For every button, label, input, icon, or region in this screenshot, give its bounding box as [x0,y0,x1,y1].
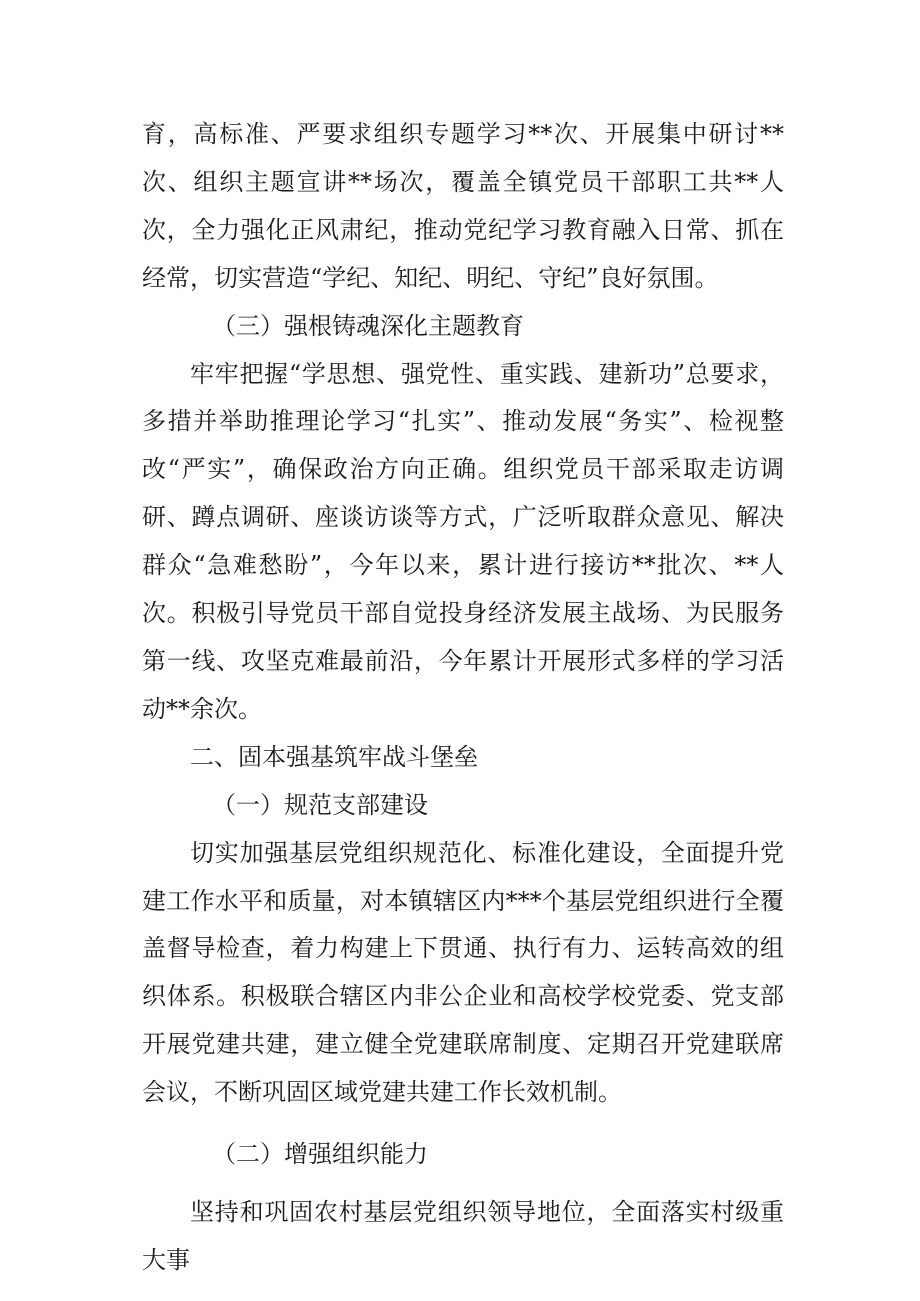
document-body [142,111,784,1285]
paragraph-theme-education: 牢牢把握“学思想、强党性、重实践、建新功”总要求，多措并举助推理论学习“扎实”、推动发展“务实”、检视整改“严实”，确保政治方向正确。组织党员干部采取走访调研、蹲点调研、座谈访谈等方式，广泛听取群众意见、解决群众“急难愁盼”，今年以来，累计进行接访**批次、**人次。积极引导党员干部自觉投身经济发展主战场、为民服务第一线、攻坚克难最前沿，今年累计开展形式多样的学习活动**余次。 [142,359,784,723]
paragraph-continuation: 育，高标准、严要求组织专题学习**次、开展集中研讨**次、组织主题宣讲**场次，覆盖全镇党员干部职工共**人次，全力强化正风肃纪，推动党纪学习教育融入日常、抓在经常，切实营造“学纪、知纪、明纪、守纪”良好氛围。 [142,120,784,292]
sub-heading-three: （三）强根铸魂深化主题教育 [212,311,524,340]
paragraph-organization-capacity: 坚持和巩固农村基层党组织领导地位，全面落实村级重大事 [142,1197,784,1274]
sub-heading-one: （一）规范支部建设 [212,790,428,819]
sub-heading-two: （二）增强组织能力 [212,1140,428,1169]
paragraph-branch-building: 切实加强基层党组织规范化、标准化建设，全面提升党建工作水平和质量，对本镇辖区内***个基层党组织进行全覆盖督导检查，着力构建上下贯通、执行有力、运转高效的组织体系。积极联合辖区内非公企业和高校学校党委、党支部开展党建共建，建立健全党建联席制度、定期召开党建联席会议，不断巩固区域党建共建工作长效机制。 [142,838,784,1107]
section-heading-two: 二、固本强基筑牢战斗堡垒 [190,742,478,771]
